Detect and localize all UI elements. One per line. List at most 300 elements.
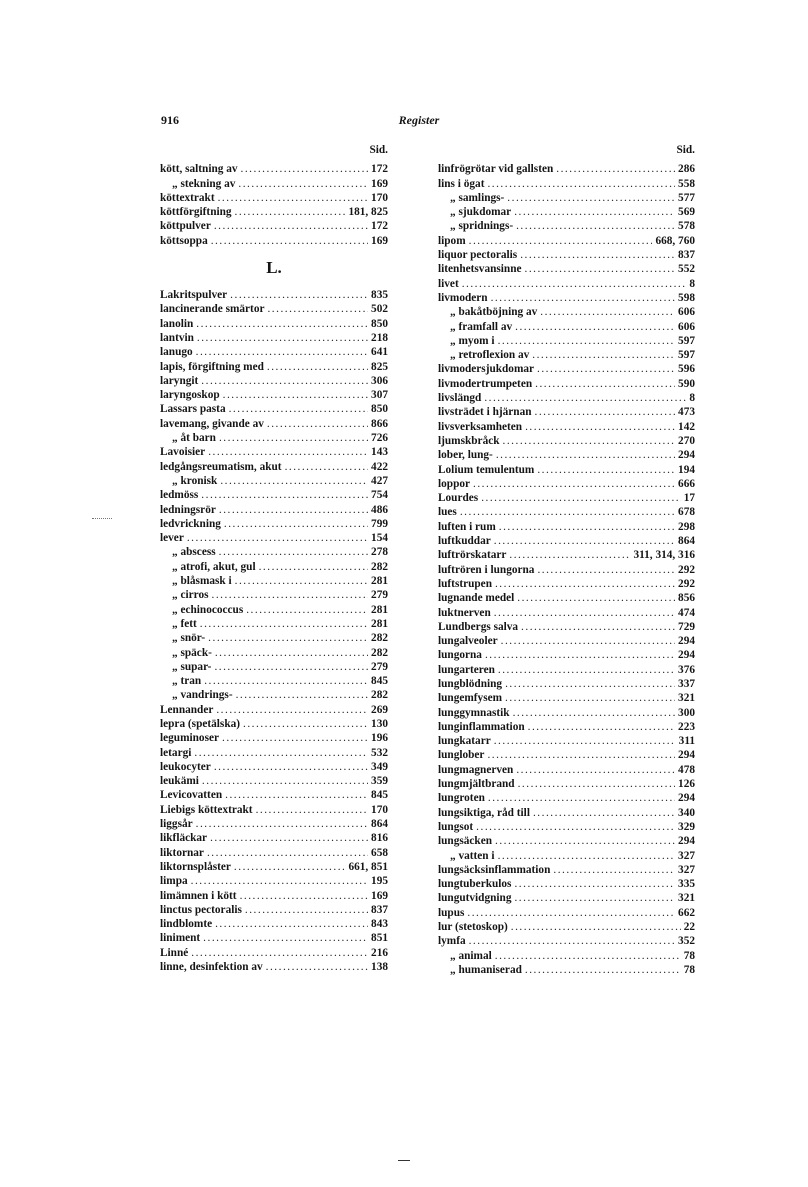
entry-term: lunggymnastik	[438, 706, 510, 719]
entry-term: lever	[160, 532, 184, 545]
dot-leader	[535, 377, 675, 391]
entry-term: luktnerven	[438, 606, 491, 619]
index-entry	[160, 831, 388, 845]
index-entry	[438, 277, 695, 291]
entry-list	[160, 288, 388, 974]
index-entry	[438, 434, 695, 448]
entry-page: 474	[678, 606, 695, 619]
index-entry	[160, 345, 388, 359]
entry-page: 662	[678, 906, 695, 919]
index-column-left	[160, 143, 388, 974]
entry-page: 282	[371, 646, 388, 659]
entry-term: leukocyter	[160, 760, 211, 773]
entry-page: 169	[371, 177, 388, 190]
entry-page: 270	[678, 434, 695, 447]
dot-leader	[196, 317, 368, 331]
dot-leader	[537, 563, 675, 577]
index-entry	[160, 460, 388, 474]
dot-leader	[520, 248, 675, 262]
entry-page: 866	[371, 417, 388, 430]
dot-leader	[494, 734, 676, 748]
index-entry	[438, 248, 695, 262]
index-entry	[160, 234, 388, 248]
dot-leader	[514, 891, 675, 905]
entry-page: 729	[678, 620, 695, 633]
dot-leader	[496, 448, 675, 462]
entry-term: lanolin	[160, 317, 194, 330]
entry-term: liniment	[160, 932, 201, 945]
entry-page: 376	[678, 663, 695, 676]
entry-page: 349	[371, 760, 388, 773]
entry-page: 292	[678, 563, 695, 576]
index-entry	[160, 374, 388, 388]
entry-term: liktornar	[160, 846, 204, 859]
entry-term: „ vatten i	[450, 849, 495, 862]
entry-term: lymfa	[438, 935, 466, 948]
dot-leader	[200, 617, 368, 631]
entry-term: „ cirros	[172, 589, 209, 602]
entry-page: 726	[371, 432, 388, 445]
index-entry	[160, 646, 388, 660]
dot-leader	[266, 960, 368, 974]
entry-term: Levicovatten	[160, 789, 223, 802]
dot-leader	[225, 788, 368, 802]
dot-leader	[245, 903, 368, 917]
entry-page: 754	[371, 489, 388, 502]
dot-leader	[267, 417, 368, 431]
entry-page: 473	[678, 406, 695, 419]
entry-page: 311, 314, 316	[633, 549, 695, 562]
entry-page: 126	[678, 778, 695, 791]
entry-term: „ humaniserad	[450, 963, 522, 976]
entry-page: 321	[678, 692, 695, 705]
dot-leader	[540, 305, 675, 319]
entry-page: 294	[678, 835, 695, 848]
margin-mark	[92, 518, 112, 519]
dot-leader	[533, 806, 675, 820]
dot-leader	[516, 219, 675, 233]
index-column-right	[438, 143, 695, 977]
dot-leader	[462, 277, 687, 291]
dot-leader	[229, 402, 368, 416]
index-entry	[438, 291, 695, 305]
entry-page: 196	[371, 732, 388, 745]
dot-leader	[241, 162, 369, 176]
entry-page: 279	[371, 589, 388, 602]
index-entry	[160, 417, 388, 431]
index-entry	[160, 846, 388, 860]
index-entry	[160, 603, 388, 617]
dot-leader	[516, 763, 675, 777]
dot-leader	[537, 362, 675, 376]
entry-page: 278	[371, 546, 388, 559]
entry-page: 486	[371, 503, 388, 516]
entry-term: Lennander	[160, 703, 214, 716]
entry-term: lungroten	[438, 792, 485, 805]
entry-term: likfläckar	[160, 832, 208, 845]
index-entry	[438, 648, 695, 662]
index-entry	[438, 734, 695, 748]
index-entry	[438, 420, 695, 434]
index-entry	[438, 806, 695, 820]
entry-term: livet	[438, 277, 459, 290]
index-entry	[438, 634, 695, 648]
entry-page: 850	[371, 317, 388, 330]
footer-dash	[398, 1160, 410, 1161]
entry-page: 298	[678, 520, 695, 533]
dot-leader	[495, 834, 675, 848]
entry-page: 666	[678, 477, 695, 490]
dot-leader	[196, 345, 368, 359]
dot-leader	[525, 420, 675, 434]
dot-leader	[212, 588, 369, 602]
entry-term: lungsiktiga, råd till	[438, 806, 530, 819]
index-entry	[160, 445, 388, 459]
index-entry	[160, 360, 388, 374]
dot-leader	[509, 548, 630, 562]
dot-leader	[537, 463, 675, 477]
index-entry	[438, 934, 695, 948]
entry-page: 606	[678, 320, 695, 333]
entry-term: „ atrofi, akut, gul	[172, 560, 256, 573]
entry-term: lins i ögat	[438, 177, 485, 190]
entry-page: 8	[689, 392, 695, 405]
index-entry	[438, 920, 695, 934]
entry-term: livsträdet i hjärnan	[438, 406, 532, 419]
entry-term: „ stekning av	[172, 177, 236, 190]
entry-page: 282	[371, 632, 388, 645]
entry-page: 799	[371, 517, 388, 530]
index-entry	[160, 317, 388, 331]
index-entry	[160, 560, 388, 574]
dot-leader	[511, 920, 681, 934]
index-entry	[438, 348, 695, 362]
entry-page: 864	[371, 818, 388, 831]
entry-term: lungblödning	[438, 677, 503, 690]
entry-page: 337	[678, 677, 695, 690]
entry-page: 286	[678, 163, 695, 176]
entry-page: 577	[678, 191, 695, 204]
entry-page: 845	[371, 789, 388, 802]
entry-page: 329	[678, 820, 695, 833]
entry-term: lupus	[438, 906, 465, 919]
entry-term: lungarteren	[438, 663, 495, 676]
dot-leader	[215, 646, 368, 660]
dot-leader	[234, 860, 346, 874]
dot-leader	[488, 791, 675, 805]
dot-leader	[487, 748, 675, 762]
entry-term: linne, desinfektion av	[160, 961, 263, 974]
entry-page: 195	[371, 875, 388, 888]
entry-page: 218	[371, 331, 388, 344]
entry-page: 851	[371, 932, 388, 945]
entry-page: 661, 851	[348, 860, 388, 873]
index-entry	[160, 788, 388, 802]
dot-leader	[214, 219, 368, 233]
entry-page: 142	[678, 420, 695, 433]
index-entry	[438, 177, 695, 191]
dot-leader	[491, 291, 675, 305]
entry-page: 311	[678, 735, 695, 748]
entry-page: 668, 760	[655, 234, 695, 247]
index-entry	[438, 663, 695, 677]
entry-page: 130	[371, 717, 388, 730]
entry-page: 596	[678, 363, 695, 376]
entry-page: 590	[678, 377, 695, 390]
entry-term: lober, lung-	[438, 449, 493, 462]
entry-term: „ kronisk	[172, 474, 218, 487]
entry-term: „ åt barn	[172, 432, 216, 445]
entry-term: lantvin	[160, 331, 194, 344]
index-entry	[438, 162, 695, 176]
entry-term: letargi	[160, 746, 192, 759]
index-entry	[438, 763, 695, 777]
entry-page: 282	[371, 689, 388, 702]
index-entry	[438, 620, 695, 634]
entry-page: 843	[371, 918, 388, 931]
dot-leader	[210, 831, 368, 845]
entry-page: 816	[371, 832, 388, 845]
entry-term: „ spridnings-	[450, 220, 514, 233]
entry-page: 181, 825	[348, 206, 388, 219]
entry-term: lungsot	[438, 820, 474, 833]
entry-term: „ samlings-	[450, 191, 505, 204]
entry-term: ledvrickning	[160, 517, 221, 530]
index-entry	[438, 448, 695, 462]
entry-page: 138	[371, 961, 388, 974]
entry-page: 321	[678, 892, 695, 905]
index-entry	[438, 963, 695, 977]
dot-leader	[214, 760, 368, 774]
index-entry	[160, 860, 388, 874]
dot-leader	[495, 949, 681, 963]
entry-page: 327	[678, 863, 695, 876]
dot-leader	[219, 503, 368, 517]
dot-leader	[256, 803, 368, 817]
entry-term: Lundbergs salva	[438, 620, 519, 633]
entry-term: ljumskbråck	[438, 434, 500, 447]
entry-page: 279	[371, 660, 388, 673]
entry-term: köttextrakt	[160, 191, 215, 204]
index-entry	[438, 477, 695, 491]
index-entry	[438, 863, 695, 877]
dot-leader	[222, 731, 368, 745]
entry-page: 172	[371, 220, 388, 233]
index-entry	[438, 534, 695, 548]
entry-list	[438, 162, 695, 977]
dot-leader	[525, 262, 676, 276]
dot-leader	[481, 491, 681, 505]
entry-page: 502	[371, 303, 388, 316]
entry-page: 864	[678, 535, 695, 548]
entry-term: „ tran	[172, 675, 202, 688]
index-entry	[160, 617, 388, 631]
entry-page: 340	[678, 806, 695, 819]
entry-term: lungtuberkulos	[438, 878, 512, 891]
index-entry	[438, 591, 695, 605]
dot-leader	[235, 574, 368, 588]
index-entry	[160, 331, 388, 345]
entry-page: 478	[678, 763, 695, 776]
entry-page: 170	[371, 803, 388, 816]
index-entry	[160, 574, 388, 588]
dot-leader	[267, 302, 368, 316]
entry-page: 850	[371, 403, 388, 416]
entry-term: Linné	[160, 946, 189, 959]
dot-leader	[194, 746, 368, 760]
entry-page: 292	[678, 577, 695, 590]
dot-leader	[521, 620, 675, 634]
index-entry	[160, 205, 388, 219]
entry-term: lues	[438, 506, 457, 519]
dot-leader	[507, 191, 675, 205]
entry-term: litenhetsvansinne	[438, 263, 522, 276]
dot-leader	[556, 162, 675, 176]
entry-page: 352	[678, 935, 695, 948]
entry-term: lunglober	[438, 749, 485, 762]
entry-term: limämnen i kött	[160, 889, 237, 902]
entry-term: lungkatarr	[438, 735, 491, 748]
entry-page: 606	[678, 306, 695, 319]
entry-term: „ blåsmask i	[172, 575, 232, 588]
dot-leader	[469, 234, 653, 248]
entry-term: Lavoisier	[160, 446, 206, 459]
entry-page: 281	[371, 617, 388, 630]
page-column-label: Sid.	[676, 144, 695, 156]
index-entry	[438, 791, 695, 805]
entry-term: „ abscess	[172, 546, 216, 559]
dot-leader	[503, 434, 676, 448]
entry-page: 307	[371, 389, 388, 402]
entry-term: „ retroflexion av	[450, 349, 530, 362]
dot-leader	[469, 934, 675, 948]
index-entry	[160, 531, 388, 545]
index-entry	[160, 703, 388, 717]
entry-page: 306	[371, 374, 388, 387]
entry-term: lungmagnerven	[438, 763, 514, 776]
index-entry	[438, 320, 695, 334]
entry-term: lindblomte	[160, 918, 213, 931]
index-entry	[438, 491, 695, 505]
entry-term: köttpulver	[160, 220, 211, 233]
entry-term: Lourdes	[438, 492, 479, 505]
dot-leader	[514, 205, 675, 219]
entry-term: livmodersjukdomar	[438, 363, 535, 376]
dot-leader	[203, 931, 368, 945]
entry-term: „ echinococcus	[172, 603, 244, 616]
entry-term: „ animal	[450, 949, 492, 962]
entry-page: 22	[683, 921, 695, 934]
entry-page: 569	[678, 206, 695, 219]
entry-page: 294	[678, 635, 695, 648]
entry-term: liktornsplåster	[160, 860, 231, 873]
dot-leader	[499, 520, 675, 534]
index-entry	[438, 391, 695, 405]
entry-term: „ sjukdomar	[450, 206, 512, 219]
section-letter: L.	[266, 258, 282, 278]
dot-leader	[216, 703, 368, 717]
index-entry	[438, 906, 695, 920]
index-entry	[160, 931, 388, 945]
entry-term: lanugo	[160, 346, 193, 359]
dot-leader	[196, 817, 368, 831]
index-entry	[160, 688, 388, 702]
index-entry	[438, 205, 695, 219]
dot-leader	[494, 534, 675, 548]
entry-page: 552	[678, 263, 695, 276]
entry-term: lugnande medel	[438, 592, 515, 605]
entry-term: köttförgiftning	[160, 206, 232, 219]
index-entry	[438, 305, 695, 319]
entry-term: luftrören i lungorna	[438, 563, 535, 576]
page-number: 916	[161, 113, 179, 127]
entry-term: ledgångsreumatism, akut	[160, 460, 282, 473]
entry-term: Lolium temulentum	[438, 463, 535, 476]
index-entry	[160, 760, 388, 774]
dot-leader	[485, 648, 675, 662]
index-entry	[160, 288, 388, 302]
index-entry	[160, 503, 388, 517]
entry-term: ledmöss	[160, 489, 199, 502]
index-entry	[438, 577, 695, 591]
entry-term: lungalveoler	[438, 635, 498, 648]
index-entry	[160, 431, 388, 445]
dot-leader	[528, 720, 675, 734]
entry-page: 294	[678, 649, 695, 662]
dot-leader	[201, 374, 368, 388]
index-entry	[160, 903, 388, 917]
entry-page: 194	[678, 463, 695, 476]
dot-leader	[202, 774, 368, 788]
entry-term: „ myom i	[450, 334, 495, 347]
index-entry	[160, 917, 388, 931]
dot-leader	[240, 889, 368, 903]
index-entry	[438, 219, 695, 233]
entry-term: „ supar-	[172, 660, 212, 673]
index-entry	[160, 517, 388, 531]
index-entry	[438, 748, 695, 762]
entry-page: 578	[678, 220, 695, 233]
entry-page: 678	[678, 506, 695, 519]
dot-leader	[236, 688, 368, 702]
entry-term: lur (stetoskop)	[438, 921, 508, 934]
entry-term: livsverksamheten	[438, 420, 523, 433]
entry-term: lungsäcken	[438, 835, 492, 848]
entry-page: 658	[371, 846, 388, 859]
index-entry	[160, 817, 388, 831]
entry-term: „ fett	[172, 617, 197, 630]
entry-term: luftrörskatarr	[438, 549, 507, 562]
entry-page: 558	[678, 177, 695, 190]
dot-leader	[208, 631, 368, 645]
entry-term: liggsår	[160, 818, 193, 831]
dot-leader	[553, 863, 675, 877]
entry-page: 845	[371, 675, 388, 688]
index-entry	[160, 191, 388, 205]
entry-term: livmodern	[438, 291, 488, 304]
dot-leader	[204, 674, 368, 688]
entry-page: 335	[678, 878, 695, 891]
dot-leader	[219, 545, 368, 559]
dot-leader	[211, 234, 368, 248]
index-entry	[438, 606, 695, 620]
entry-page: 78	[683, 949, 695, 962]
entry-page: 172	[371, 163, 388, 176]
entry-page: 281	[371, 603, 388, 616]
dot-leader	[535, 405, 676, 419]
running-title: Register	[398, 113, 440, 127]
entry-page: 282	[371, 560, 388, 573]
